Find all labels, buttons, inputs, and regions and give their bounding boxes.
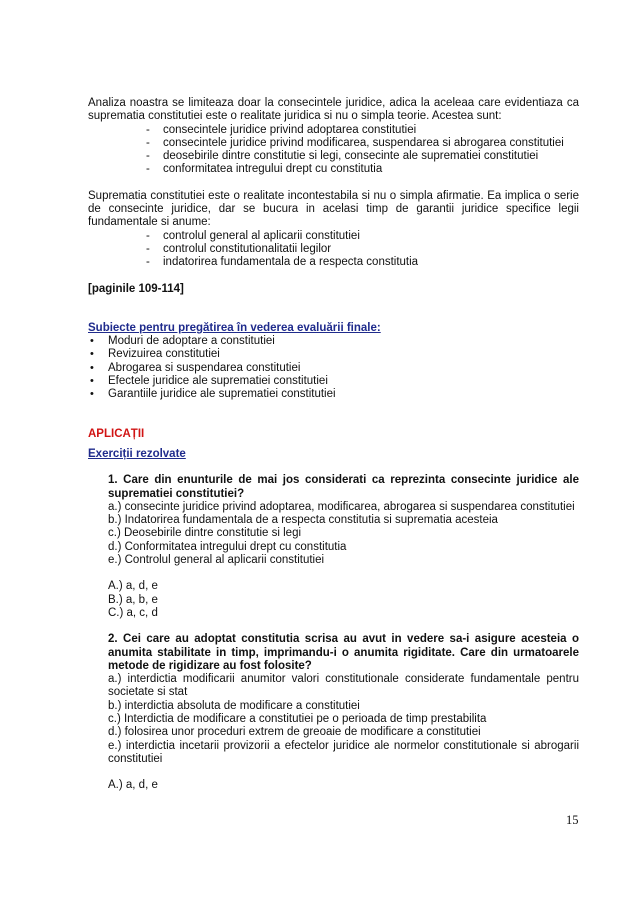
answer: B.) a, b, e: [108, 593, 158, 606]
option: d.) folosirea unor proceduri extrem de greoaie de modificare a constitutiei: [108, 726, 481, 739]
option: b.) interdictia absoluta de modificare a constitutiei: [108, 699, 360, 712]
option: c.) Deosebirile dintre constitutie si legi: [108, 527, 302, 540]
answer: A.) a, d, e: [108, 580, 158, 593]
exercises-heading[interactable]: Exerciții rezolvate: [88, 447, 186, 460]
option: e.) interdictia incetarii provizorii a efectelor juridice ale normelor constitutionale si abrogarii constitutiei: [108, 739, 579, 765]
subjects-heading[interactable]: Subiecte pentru pregătirea în vederea evaluării finale:: [88, 321, 381, 334]
list-item: • Revizuirea constitutiei: [88, 348, 579, 361]
list-item: - deosebirile dintre constitutie si legi, consecinte ale suprematiei constitutiei: [146, 150, 579, 163]
list-item: - conformitatea intregului drept cu constitutia: [146, 163, 579, 176]
question-2: 2. Cei care au adoptat constitutia scrisa au avut in vedere sa-i asigure acesteia o anumita stabilitate in timp, imprimandu-i o anumita rigiditate. Care din urmatoarele metode de rigidizare au fost folosite?: [108, 633, 579, 672]
option: c.) Interdictia de modificare a constitutiei pe o perioada de timp prestabilita: [108, 712, 487, 725]
exercise-2: [88, 633, 579, 792]
list-item: • Abrogarea si suspendarea constitutiei: [88, 362, 579, 375]
page-number: 15: [566, 813, 579, 827]
pages-reference: [paginile 109-114]: [88, 282, 184, 295]
list-item: • Efectele juridice ale suprematiei constitutiei: [88, 375, 579, 388]
option: d.) Conformitatea intregului drept cu constitutia: [108, 540, 347, 553]
list-item: • Garantiile juridice ale suprematiei constitutiei: [88, 388, 579, 401]
answer: A.) a, d, e: [108, 779, 158, 792]
list-item: - indatorirea fundamentala de a respecta constitutia: [146, 256, 579, 269]
option: b.) Indatorirea fundamentala de a respecta constitutia si suprematia acesteia: [108, 514, 498, 527]
option: a.) consecinte juridice privind adoptarea, modificarea, abrogarea si suspendarea constitutiei: [108, 500, 575, 513]
list-item: • Moduri de adoptare a constitutiei: [88, 335, 579, 348]
document-page: [88, 97, 579, 792]
supremacy-paragraph: Suprematia constitutiei este o realitate incontestabila si nu o simpla afirmatie. Ea implica o serie de consecinte juridice, dar se bucura in acelasi timp de garantii juridice specifice legii fundamentale si anume:: [88, 189, 579, 229]
list-item: - consecintele juridice privind modificarea, suspendarea si abrogarea constitutiei: [146, 137, 579, 150]
answer: C.) a, c, d: [108, 606, 158, 619]
option: e.) Controlul general al aplicarii constitutiei: [108, 554, 325, 567]
list-item: - controlul general al aplicarii constitutiei: [146, 230, 579, 243]
consequences-list: [88, 124, 579, 177]
list-item: - controlul constitutionalitatii legilor: [146, 243, 579, 256]
guarantees-list: [88, 230, 579, 270]
exercise-1: [88, 474, 579, 620]
subjects-list: [88, 335, 579, 401]
applications-heading: APLICAȚII: [88, 427, 145, 440]
intro-paragraph: Analiza noastra se limiteaza doar la consecintele juridice, adica la aceleaa care evidentiaza ca suprematia constitutiei este o realitate juridica si nu o simpla teorie. Acestea sunt:: [88, 97, 579, 123]
option: a.) interdictia modificarii anumitor valori constitutionale considerate fundamentale pentru societate si stat: [108, 673, 579, 699]
list-item: - consecintele juridice privind adoptarea constitutiei: [146, 124, 579, 137]
question-1: 1. Care din enunturile de mai jos considerati ca reprezinta consecinte juridice ale suprematiei constitutiei?: [108, 474, 579, 500]
